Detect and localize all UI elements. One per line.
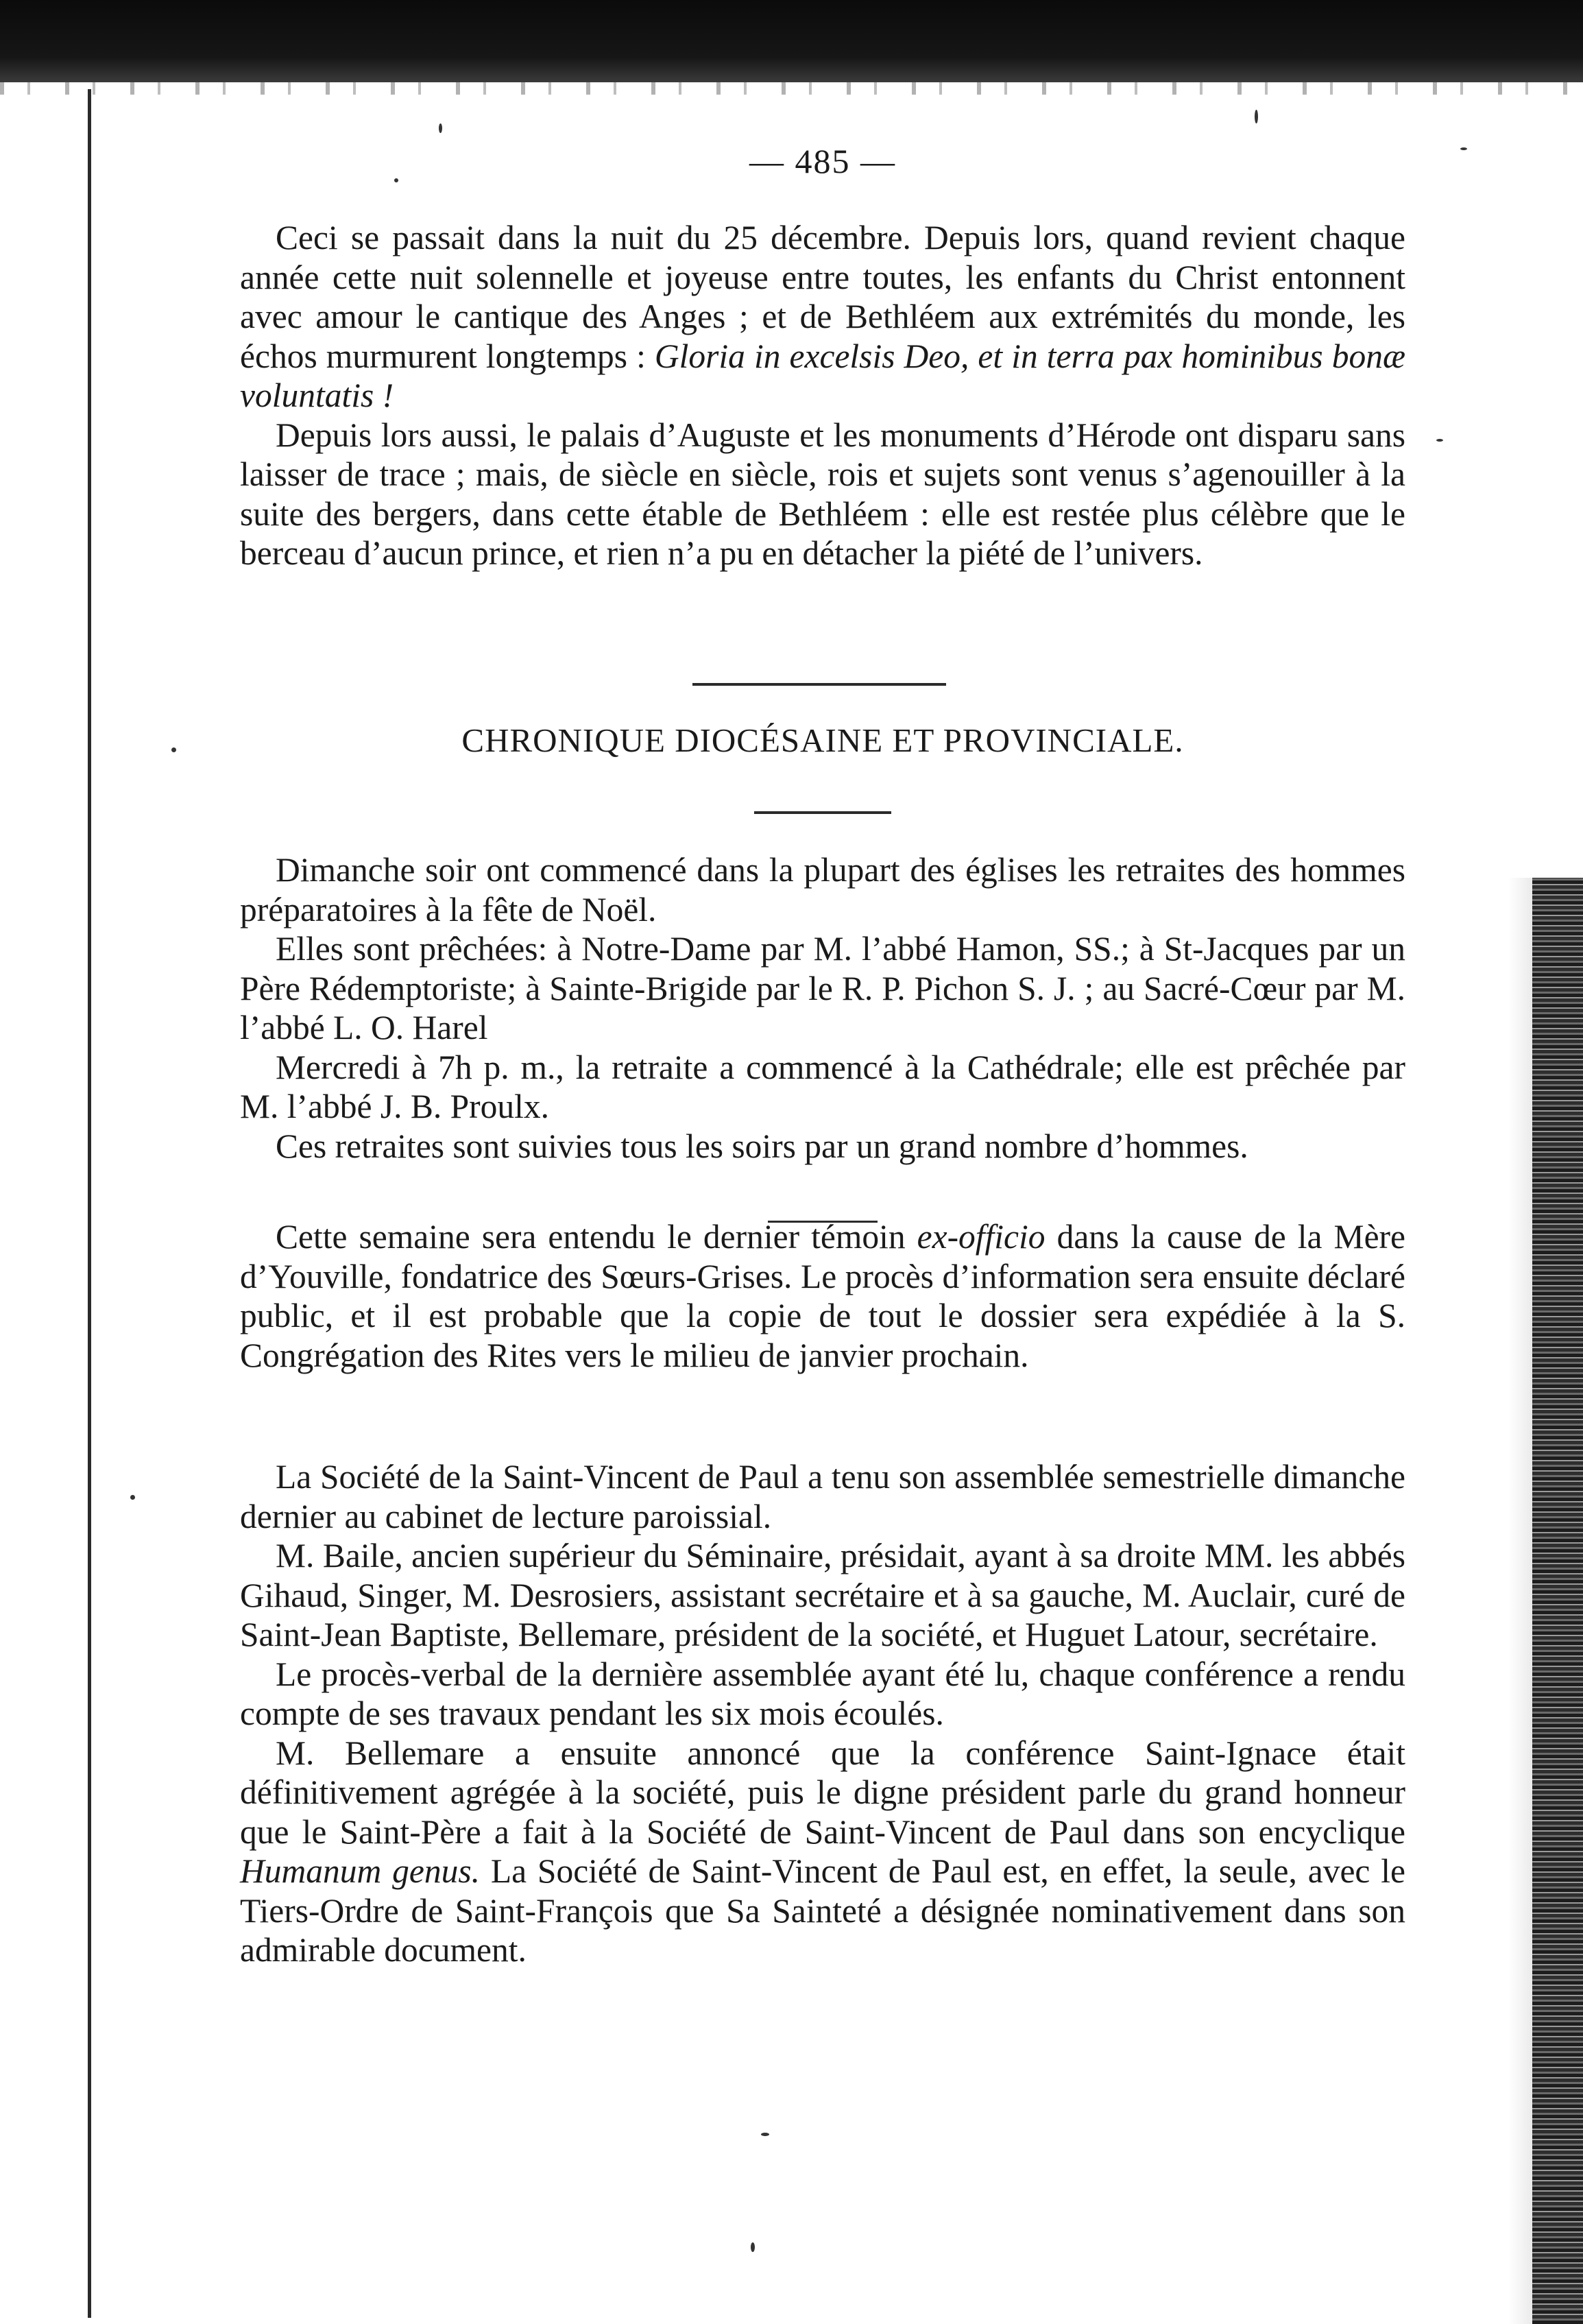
scan-speck [171, 747, 176, 752]
scan-speck [751, 2242, 755, 2252]
scan-right-edge-noise [1532, 878, 1583, 2324]
scan-speck [1255, 110, 1258, 123]
title-underline [754, 811, 891, 814]
scan-top-border [0, 0, 1583, 82]
scan-top-border-fray [0, 82, 1583, 95]
scan-speck [394, 178, 398, 182]
paragraph: Mercredi à 7h p. m., la retraite a commencé à la Cathédrale; elle est prêchée par M. l’abbé J. B. Proulx. [240, 1048, 1405, 1125]
paragraph-text: La Société de Saint-Vincent de Paul est, en effet, la seule, avec le Tiers-Ordre de Saint-François que Sa Sainteté a désignée nominativement dans son admirable document. [240, 1852, 1405, 1969]
paragraph-text: Cette semaine sera entendu le dernier témoin [276, 1218, 917, 1256]
paragraph [240, 1217, 1405, 1375]
paragraph-text: M. Bellemare a ensuite annoncé que la conférence Saint-Ignace était définitivement agrégée à la société, puis le digne président parle du grand honneur que le Saint-Père a fait à la Société de Saint-Vincent de Paul dans son encyclique [240, 1734, 1405, 1851]
scan-speck [761, 2133, 769, 2136]
youville-section [240, 1217, 1405, 1375]
section-title: CHRONIQUE DIOCÉSAINE ET PROVINCIALE. [461, 721, 1184, 759]
intro-section [240, 218, 1405, 573]
scan-speck [130, 1495, 135, 1500]
scan-right-edge-shadow [1508, 878, 1536, 2324]
paragraph: La Société de la Saint-Vincent de Paul a tenu son assemblée semestrielle dimanche dernier au cabinet de lecture paroissial. [240, 1458, 1405, 1535]
section-divider [692, 683, 946, 686]
paragraph [240, 1734, 1405, 1970]
paragraph-text: Ceci se passait dans la nuit du 25 décembre. Depuis lors, quand revient chaque année cette nuit solennelle et joyeuse entre toutes, les enfants du Christ entonnent avec amour le cantique des Anges ; et de Bethléem aux extrémités du monde, les échos murmurent longtemps : [240, 219, 1405, 375]
scan-speck [1436, 439, 1443, 442]
scan-speck [1460, 147, 1467, 150]
page-number: — 485 — [749, 142, 896, 180]
paragraph: Depuis lors aussi, le palais d’Auguste et les monuments d’Hérode ont disparu sans laisser de trace ; mais, de siècle en siècle, rois et sujets sont venus s’agenouiller à la suite des bergers, dans cette étable de Bethléem : elle est restée plus célèbre que le berceau d’aucun prince, et rien n’a pu en détacher la piété de l’univers. [240, 416, 1405, 572]
retraites-section [240, 850, 1405, 1166]
paragraph: Le procès-verbal de la dernière assemblée ayant été lu, chaque conférence a rendu compte de ses travaux pendant les six mois écoulés. [240, 1655, 1405, 1732]
paragraph [240, 218, 1405, 416]
scan-speck [439, 123, 442, 133]
paragraph: Ces retraites sont suivies tous les soirs par un grand nombre d’hommes. [276, 1127, 1248, 1165]
paragraph-text: dans la cause de la Mère d’Youville, fondatrice des Sœurs-Grises. Le procès d’information sera ensuite déclaré public, et il est probable que la copie de tout le dossier sera expédiée à la S. Congrégation des Rites vers le milieu de janvier prochain. [240, 1218, 1405, 1374]
paragraph: Elles sont prêchées: à Notre-Dame par M. l’abbé Hamon, SS.; à St-Jacques par un Père Rédemptoriste; à Sainte-Brigide par le R. P. Pichon S. J. ; au Sacré-Cœur par M. l’abbé L. O. Harel [240, 930, 1405, 1046]
paragraph: M. Baile, ancien supérieur du Séminaire, présidait, ayant à sa droite MM. les abbés Gihaud, Singer, M. Desrosiers, assistant secrétaire et à sa gauche, M. Auclair, curé de Saint-Jean Baptiste, Bellemare, président de la société, et Huguet Latour, secrétaire. [240, 1537, 1405, 1653]
latin-quote: Gloria in excelsis Deo, et in terra pax hominibus bonæ voluntatis ! [240, 337, 1405, 414]
paragraph: Dimanche soir ont commencé dans la plupart des églises les retraites des hommes préparatoires à la fête de Noël. [240, 851, 1405, 929]
encyclical-title: Humanum genus. [240, 1852, 480, 1890]
latin-term: ex-officio [917, 1218, 1046, 1256]
societe-section [240, 1457, 1405, 1970]
scan-left-margin-line [88, 89, 91, 2318]
